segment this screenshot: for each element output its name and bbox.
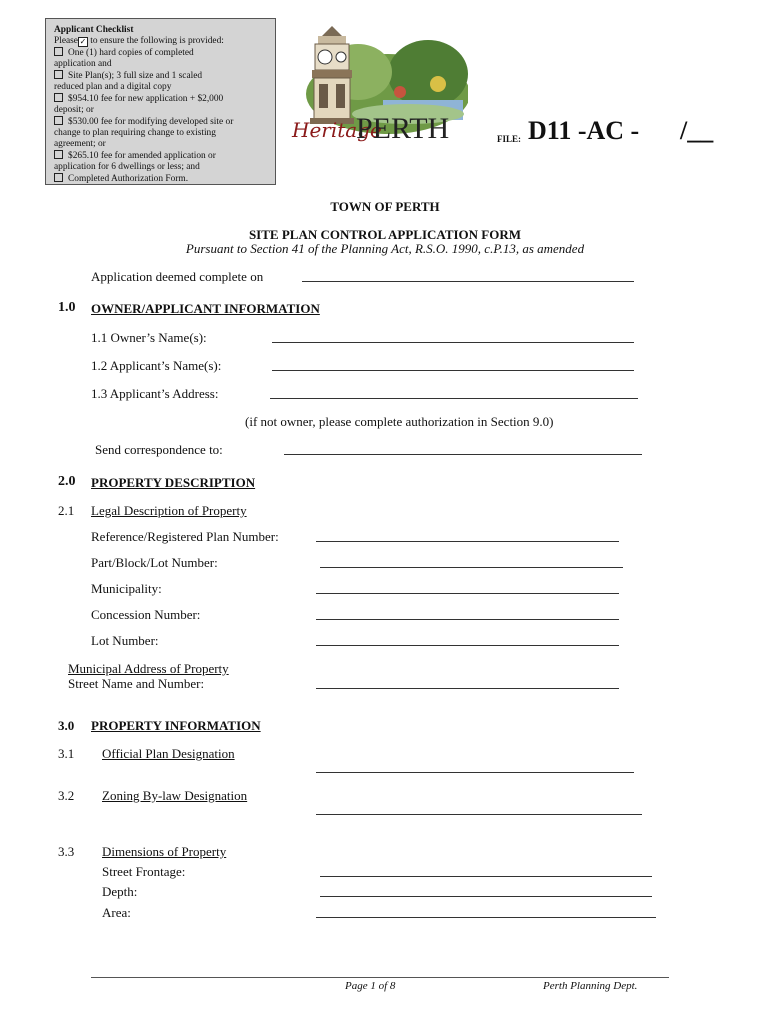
street-frontage-field[interactable] [320, 876, 652, 877]
section-1-number: 1.0 [58, 300, 76, 315]
reference-plan-field[interactable] [316, 541, 619, 542]
applicant-checklist [45, 18, 276, 185]
correspondence-label: Send correspondence to: [95, 442, 223, 457]
area-field[interactable] [316, 917, 656, 918]
checklist-item-line [54, 70, 269, 82]
checklist-item-text: application and [54, 59, 112, 69]
owner-name-label: 1.1 Owner’s Name(s): [91, 330, 207, 345]
applicant-name-field[interactable] [272, 370, 634, 371]
checkbox-icon[interactable] [54, 173, 63, 182]
section-2-number: 2.0 [58, 474, 76, 489]
checklist-item-text: application for 6 dwellings or less; and [54, 162, 200, 172]
checklist-item-line [54, 59, 269, 70]
official-plan-heading: Official Plan Designation [102, 746, 235, 761]
department-name: Perth Planning Dept. [543, 980, 638, 992]
checkbox-icon[interactable] [54, 47, 63, 56]
form-title: SITE PLAN CONTROL APPLICATION FORM [248, 227, 522, 242]
section-2-title: PROPERTY DESCRIPTION [91, 475, 256, 490]
file-number: D11 -AC - [528, 116, 640, 145]
section-1-title: OWNER/APPLICANT INFORMATION [91, 301, 320, 316]
town-heading: TOWN OF PERTH [330, 199, 440, 214]
section-3-title: PROPERTY INFORMATION [91, 718, 261, 733]
dimensions-heading: Dimensions of Property [102, 844, 227, 859]
depth-field[interactable] [320, 896, 652, 897]
owner-name-field[interactable] [272, 342, 634, 343]
subsection-2-1-number: 2.1 [58, 503, 75, 518]
lot-number-label: Lot Number: [91, 633, 159, 648]
checklist-item-line [54, 128, 269, 139]
checklist-item-line [54, 82, 269, 93]
checklist-items [54, 47, 269, 185]
deemed-complete-field[interactable] [302, 281, 634, 282]
checklist-item-line [54, 150, 269, 162]
correspondence-field[interactable] [284, 454, 642, 455]
section-3-number: 3.0 [58, 718, 75, 733]
applicant-address-field[interactable] [270, 398, 638, 399]
checklist-item-line [54, 47, 269, 59]
street-frontage-label: Street Frontage: [102, 864, 186, 879]
street-name-label: Street Name and Number: [68, 676, 205, 691]
area-label: Area: [102, 905, 131, 920]
checklist-item-text: $265.10 fee for amended application or [68, 151, 216, 161]
street-name-field[interactable] [316, 688, 619, 689]
checklist-item-text: reduced plan and a digital copy [54, 82, 172, 92]
file-number-suffix: /__ [680, 116, 714, 145]
depth-label: Depth: [102, 884, 138, 899]
checkbox-icon[interactable] [54, 150, 63, 159]
reference-plan-label: Reference/Registered Plan Number: [91, 529, 279, 544]
form-subtitle: Pursuant to Section 41 of the Planning Act, R.S.O. 1990, c.P.13, as amended [185, 241, 585, 256]
checklist-title: Applicant Checklist [54, 25, 134, 35]
checkbox-icon[interactable] [54, 116, 63, 125]
authorization-note: (if not owner, please complete authorization in Section 9.0) [245, 414, 554, 429]
municipal-address-heading: Municipal Address of Property [68, 661, 229, 676]
checklist-intro-after: to ensure the following is provided: [87, 36, 224, 46]
municipality-field[interactable] [316, 593, 619, 594]
logo-perth-text: PERTH [356, 112, 450, 145]
checkmark-icon: ✓ [79, 37, 87, 46]
checklist-item-text: One (1) hard copies of completed [68, 48, 194, 58]
zoning-heading: Zoning By-law Designation [102, 788, 248, 803]
legal-description-heading: Legal Description of Property [91, 503, 247, 518]
part-block-lot-label: Part/Block/Lot Number: [91, 555, 218, 570]
checklist-item-line [54, 105, 269, 116]
checkbox-icon[interactable] [54, 93, 63, 102]
checklist-item-line [54, 173, 269, 185]
logo-heritage-script: Heritage [292, 118, 382, 142]
subsection-3-3-number: 3.3 [58, 844, 75, 859]
lot-number-field[interactable] [316, 645, 619, 646]
subsection-3-1-number: 3.1 [58, 746, 75, 761]
footer-rule [91, 977, 669, 978]
checklist-item-text: $954.10 fee for new application + $2,000 [68, 94, 224, 104]
checklist-item-text: deposit; or [54, 105, 94, 115]
checklist-item-line [54, 93, 269, 105]
checklist-item-text: change to plan requiring change to existing [54, 128, 216, 138]
checkbox-icon[interactable] [54, 70, 63, 79]
checklist-item-line [54, 162, 269, 173]
zoning-field[interactable] [316, 814, 642, 815]
checklist-item-text: Completed Authorization Form. [68, 174, 189, 184]
official-plan-field[interactable] [316, 772, 634, 773]
deemed-complete-label: Application deemed complete on [91, 269, 264, 284]
checklist-intro [54, 36, 269, 47]
page-number: Page 1 of 8 [345, 980, 396, 992]
checklist-item-text: $530.00 fee for modifying developed site or [68, 117, 234, 127]
subsection-3-2-number: 3.2 [58, 788, 75, 803]
checklist-item-text: agreement; or [54, 139, 106, 149]
checklist-item-line [54, 139, 269, 150]
concession-field[interactable] [316, 619, 619, 620]
applicant-name-label: 1.2 Applicant’s Name(s): [91, 358, 222, 373]
checklist-intro-before: Please [54, 36, 78, 46]
municipality-label: Municipality: [91, 581, 162, 596]
part-block-lot-field[interactable] [320, 567, 623, 568]
applicant-address-label: 1.3 Applicant’s Address: [91, 386, 219, 401]
checklist-item-text: Site Plan(s); 3 full size and 1 scaled [68, 71, 203, 81]
checklist-item-line [54, 116, 269, 128]
concession-label: Concession Number: [91, 607, 201, 622]
file-label: FILE: [497, 134, 522, 144]
